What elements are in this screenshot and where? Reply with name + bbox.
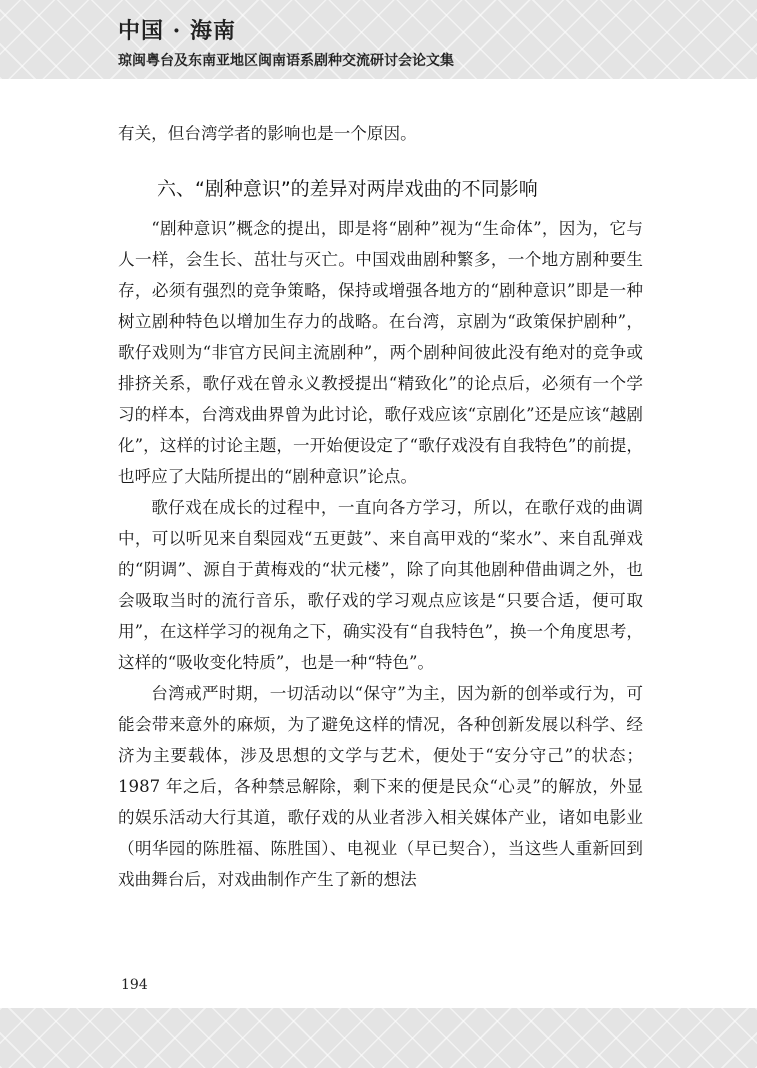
footer-band bbox=[0, 1008, 757, 1068]
book-subtitle: 琼闽粤台及东南亚地区闽南语系剧种交流研讨会论文集 bbox=[118, 53, 454, 69]
section-heading: 六、“剧种意识”的差异对两岸戏曲的不同影响 bbox=[157, 178, 538, 200]
paragraph-1: “剧种意识”概念的提出，即是将“剧种”视为“生命体”，因为，它与人一样，会生长、茁壮与灭亡。中国戏曲剧种繁多，一个地方剧种要生存，必须有强烈的竞争策略，保持或增强各地方的“剧种意识”即是一种树立剧种特色以增加生存力的战略。在台湾，京剧为“政策保护剧种”，歌仔戏则为“非官方民间主流剧种”，两个剧种间彼此没有绝对的竞争或排挤关系，歌仔戏在曾永义教授提出“精致化”的论点后，必须有一个学习的样本，台湾戏曲界曾为此讨论，歌仔戏应该“京剧化”还是应该“越剧化”，这样的讨论主题，一开始便设定了“歌仔戏没有自我特色”的前提，也呼应了大陆所提出的“剧种意识”论点。 bbox=[118, 219, 643, 486]
book-series-title: 中国 · 海南 bbox=[118, 18, 236, 44]
lead-line: 有关，但台湾学者的影响也是一个原因。 bbox=[118, 124, 417, 143]
page-body bbox=[118, 118, 643, 895]
page-number: 194 bbox=[121, 977, 148, 993]
paragraph-3: 台湾戒严时期，一切活动以“保守”为主，因为新的创举或行为，可能会带来意外的麻烦，为了避免这样的情况，各种创新发展以科学、经济为主要载体，涉及思想的文学与艺术，便处于“安分守己”的状态；1987 年之后，各种禁忌解除，剩下来的便是民众“心灵”的解放，外显的娱乐活动大行其道，歌仔戏的从业者涉入相关媒体产业，诸如电影业（明华园的陈胜福、陈胜国）、电视业（早已契合），当这些人重新回到戏曲舞台后，对戏曲制作产生了新的想法 bbox=[118, 684, 643, 889]
paragraph-2: 歌仔戏在成长的过程中，一直向各方学习，所以，在歌仔戏的曲调中，可以听见来自梨园戏“五更鼓”、来自高甲戏的“桨水”、来自乱弹戏的“阴调”、源自于黄梅戏的“状元楼”，除了向其他剧种借曲调之外，也会吸取当时的流行音乐，歌仔戏的学习观点应该是“只要合适，便可取用”，在这样学习的视角之下，确实没有“自我特色”，换一个角度思考，这样的“吸收变化特质”，也是一种“特色”。 bbox=[118, 498, 643, 672]
